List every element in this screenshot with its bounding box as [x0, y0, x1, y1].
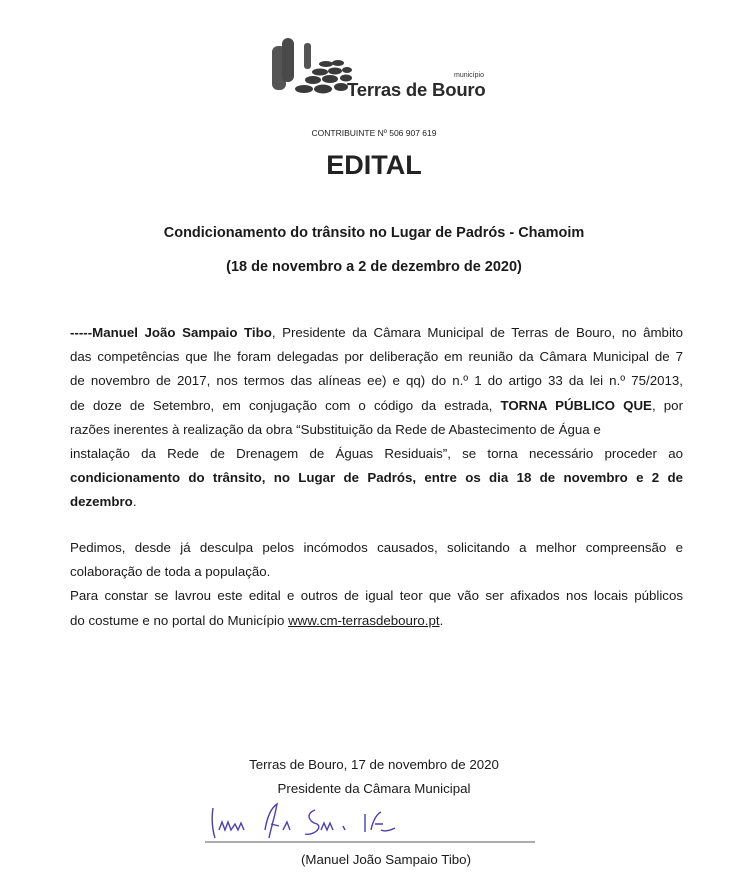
text-segment: Pedimos, desde já desculpa pelos incómodos causados, solicitando a melhor compreensão e	[70, 540, 683, 555]
signatory-name: (Manuel João Sampaio Tibo)	[301, 852, 471, 867]
text-line	[70, 373, 683, 388]
document-title: EDITAL	[326, 150, 422, 180]
text-line	[70, 540, 683, 555]
text-line	[70, 349, 683, 364]
text-segment: razões inerentes à realização da obra “Substituição da Rede de Abastecimento de Água e	[70, 421, 601, 437]
text-segment: das competências que lhe foram delegadas por deliberação em reunião da Câmara Municipal de 7	[70, 349, 683, 365]
text-segment: Para constar se lavrou este edital e outros de igual teor que vão ser afixados nos locais públicos	[70, 588, 683, 604]
text-segment: dezembro	[70, 494, 133, 510]
logo-municipio-label: município	[454, 72, 484, 79]
text-line	[70, 398, 683, 413]
document-dates: (18 de novembro a 2 de dezembro de 2020)	[226, 259, 522, 275]
text-segment: instalação da Rede de Drenagem de Águas Residuais”, se torna necessário proceder ao	[70, 446, 683, 461]
portal-link[interactable]: www.cm-terrasdebouro.pt	[288, 612, 440, 628]
text-line	[70, 325, 683, 340]
text-segment: , Presidente da Câmara Municipal de Terras de Bouro, no âmbito	[271, 325, 683, 340]
text-line	[70, 470, 683, 485]
text-segment: .	[132, 494, 137, 510]
text-segment: .	[439, 612, 444, 628]
contribuinte-number: CONTRIBUINTE Nº 506 907 619	[311, 128, 437, 138]
text-line	[70, 422, 683, 437]
logo-name: Terras de Bouro	[347, 79, 486, 100]
municipality-logo	[268, 34, 498, 104]
text-line	[70, 564, 683, 579]
text-segment: do costume e no portal do Município	[70, 612, 289, 628]
text-line	[70, 494, 683, 509]
text-segment: -----Manuel João Sampaio Tibo	[70, 325, 272, 340]
text-line	[70, 446, 683, 461]
signatory-role: Presidente da Câmara Municipal	[277, 781, 471, 796]
text-segment: de novembro de 2017, nos termos das alíneas ee) e qq) do n.º 1 do artigo 33 da lei n.º 75/2013,	[70, 373, 683, 389]
text-segment: condicionamento do trânsito, no Lugar de Padrós, entre os dia 18 de novembro e 2 de	[70, 470, 683, 486]
text-line	[70, 588, 683, 603]
place-date: Terras de Bouro, 17 de novembro de 2020	[249, 757, 499, 772]
text-segment: de doze de Setembro, em conjugação com o código da estrada,	[70, 397, 501, 413]
handwritten-signature	[205, 800, 535, 850]
text-segment: , por	[651, 397, 684, 413]
text-segment: colaboração de toda a população.	[70, 564, 271, 580]
text-line	[70, 613, 683, 628]
text-segment: TORNA PÚBLICO QUE	[500, 397, 652, 413]
document-subtitle: Condicionamento do trânsito no Lugar de Padrós - Chamoim	[163, 225, 585, 241]
